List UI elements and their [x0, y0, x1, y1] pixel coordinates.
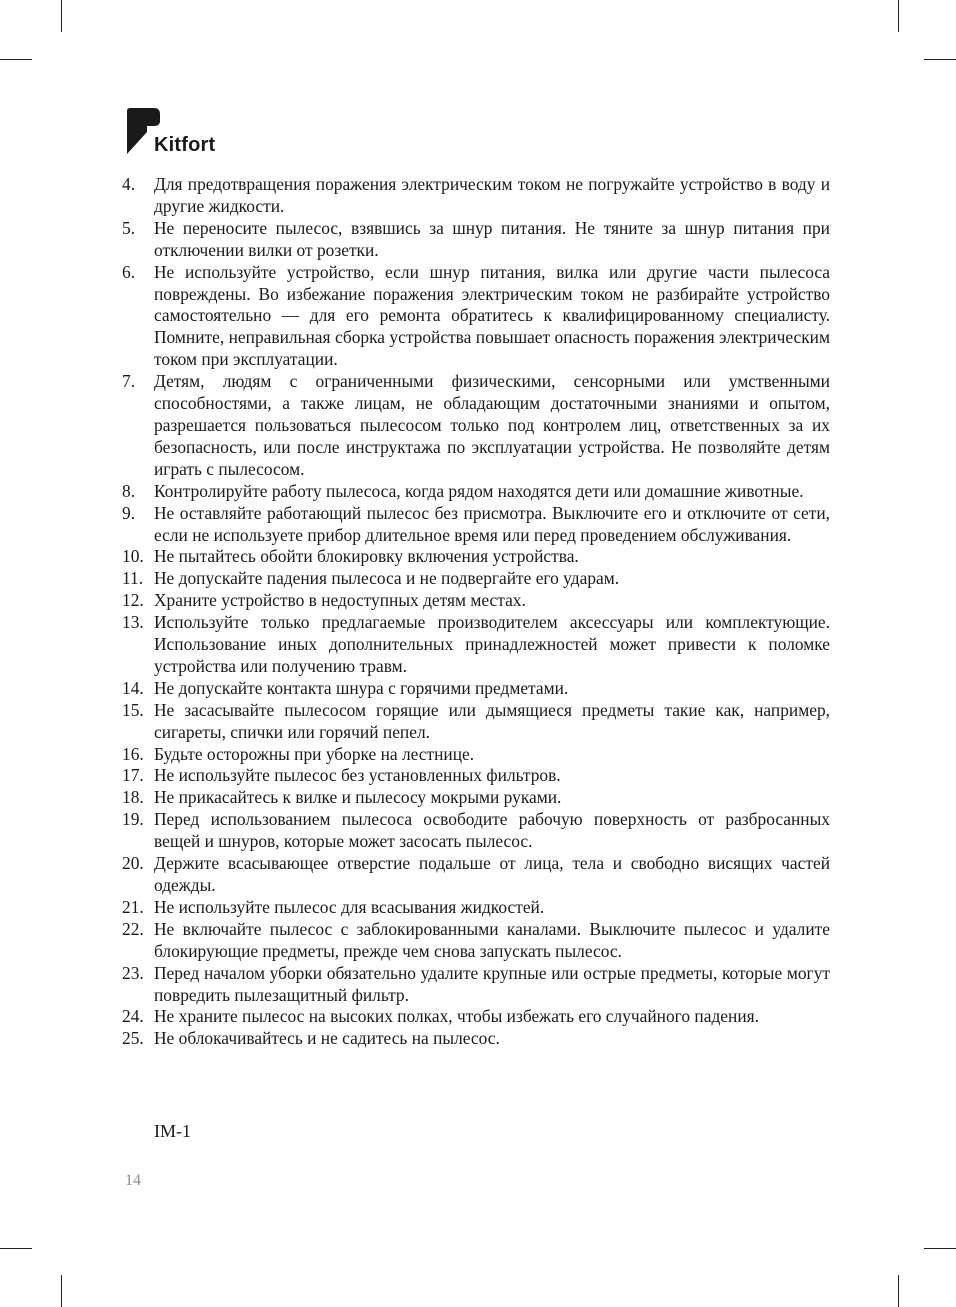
- item-text: Контролируйте работу пылесоса, когда рядом находятся дети или домашние животные.: [154, 480, 804, 501]
- item-number: 6.: [122, 261, 136, 282]
- item-number: 19.: [122, 809, 144, 830]
- crop-mark: [898, 0, 899, 32]
- list-item: [122, 700, 830, 744]
- list-item: [122, 1028, 830, 1050]
- item-number: 14.: [122, 677, 144, 698]
- item-text: Не допускайте падения пылесоса и не подвергайте его ударам.: [154, 568, 620, 589]
- list-item: [122, 174, 830, 218]
- item-number: 17.: [122, 765, 144, 786]
- list-item: [122, 546, 830, 568]
- item-number: 25.: [122, 1028, 144, 1049]
- item-text: Храните устройство в недоступных детям местах.: [154, 590, 526, 611]
- list-item: [122, 787, 830, 809]
- item-number: 13.: [122, 612, 144, 633]
- list-item: [122, 371, 830, 481]
- item-text: Не используйте пылесос для всасывания жидкостей.: [154, 896, 545, 917]
- list-item: [122, 809, 830, 853]
- list-item: [122, 481, 830, 503]
- list-item: [122, 765, 830, 787]
- item-number: 22.: [122, 918, 144, 939]
- crop-mark: [924, 59, 956, 60]
- item-text: Не используйте устройство, если шнур питания, вилка или другие части пылесоса повреждены. Во избежание поражения электрическим током не разбирайте устройство самостоятельно — для его ремонта обратитесь к квалифицированному специалисту. Помните, неправильная сборка устройства повышает опасность поражения электрическим током при эксплуатации.: [154, 261, 830, 370]
- list-item: [122, 590, 830, 612]
- list-item: [122, 919, 830, 963]
- page-number: 14: [125, 1172, 141, 1189]
- list-item: [122, 218, 830, 262]
- list-item: [122, 963, 830, 1007]
- crop-mark: [0, 59, 32, 60]
- item-number: 18.: [122, 787, 144, 808]
- item-number: 8.: [122, 480, 136, 501]
- item-text: Не используйте пылесос без установленных фильтров.: [154, 765, 561, 786]
- list-item: [122, 678, 830, 700]
- item-text: Перед использованием пылесоса освободите рабочую поверхность от разбросанных вещей и шнуров, которые может засосать пылесос.: [154, 809, 830, 852]
- item-text: Не засасывайте пылесосом горящие или дымящиеся предметы такие как, например, сигареты, спички или горячий пепел.: [154, 699, 830, 742]
- item-number: 10.: [122, 546, 144, 567]
- list-item: [122, 897, 830, 919]
- item-text: Детям, людям с ограниченными физическими, сенсорными или умственными способностями, а также лицам, не обладающим достаточными знаниями и опытом, разрешается пользоваться пылесосом только под контролем лиц, ответственных за их безопасность, или после инструктажа по эксплуатации устройства. Не позволяйте детям играть с пылесосом.: [154, 371, 830, 479]
- crop-mark: [61, 1275, 62, 1307]
- crop-mark: [924, 1248, 956, 1249]
- list-item: [122, 262, 830, 372]
- item-text: Не оставляйте работающий пылесос без присмотра. Выключите его и отключите от сети, если не используете прибор длительное время или перед проведением обслуживания.: [154, 502, 830, 545]
- crop-mark: [898, 1275, 899, 1307]
- list-item: [122, 503, 830, 547]
- item-number: 11.: [122, 568, 144, 589]
- item-text: Не прикасайтесь к вилке и пылесосу мокрыми руками.: [154, 787, 562, 808]
- item-number: 15.: [122, 699, 144, 720]
- list-item: [122, 568, 830, 590]
- item-number: 20.: [122, 853, 144, 874]
- list-item: [122, 853, 830, 897]
- crop-mark: [0, 1248, 32, 1249]
- item-text: Будьте осторожны при уборке на лестнице.: [154, 743, 475, 764]
- item-text: Не облокачивайтесь и не садитесь на пылесос.: [154, 1028, 500, 1049]
- item-text: Не допускайте контакта шнура с горячими предметами.: [154, 677, 569, 698]
- item-text: Используйте только предлагаемые производителем аксессуары или комплектующие. Использование иных дополнительных принадлежностей может привести к поломке устройства или получению травм.: [154, 612, 830, 676]
- item-text: Держите всасывающее отверстие подальше от лица, тела и свободно висящих частей одежды.: [154, 853, 830, 895]
- list-item: [122, 744, 830, 766]
- item-text: Не пытайтесь обойти блокировку включения устройства.: [154, 546, 579, 567]
- item-number: 16.: [122, 743, 144, 764]
- item-text: Не храните пылесос на высоких полках, чтобы избежать его случайного падения.: [154, 1006, 759, 1027]
- list-item: [122, 612, 830, 678]
- item-text: Для предотвращения поражения электрическим током не погружайте устройство в воду и другие жидкости.: [154, 174, 830, 216]
- item-text: Не переносите пылесос, взявшись за шнур питания. Не тяните за шнур питания при отключении вилки от розетки.: [154, 217, 830, 260]
- item-text: Не включайте пылесос с заблокированными каналами. Выключите пылесос и удалите блокирующие предметы, прежде чем снова запускать пылесос.: [154, 918, 830, 961]
- item-number: 23.: [122, 962, 144, 983]
- model-code: IM-1: [154, 1121, 191, 1141]
- safety-instructions-list: [122, 174, 830, 1050]
- item-number: 12.: [122, 590, 144, 611]
- item-number: 4.: [122, 174, 136, 194]
- item-number: 24.: [122, 1006, 144, 1027]
- list-item: [122, 1006, 830, 1028]
- brand-name: Kitfort: [154, 134, 216, 156]
- item-number: 7.: [122, 371, 136, 392]
- item-text: Перед началом уборки обязательно удалите крупные или острые предметы, которые могут повредить пылезащитный фильтр.: [154, 962, 830, 1005]
- item-number: 9.: [122, 502, 136, 523]
- item-number: 21.: [122, 896, 144, 917]
- crop-mark: [61, 0, 62, 32]
- item-number: 5.: [122, 217, 136, 238]
